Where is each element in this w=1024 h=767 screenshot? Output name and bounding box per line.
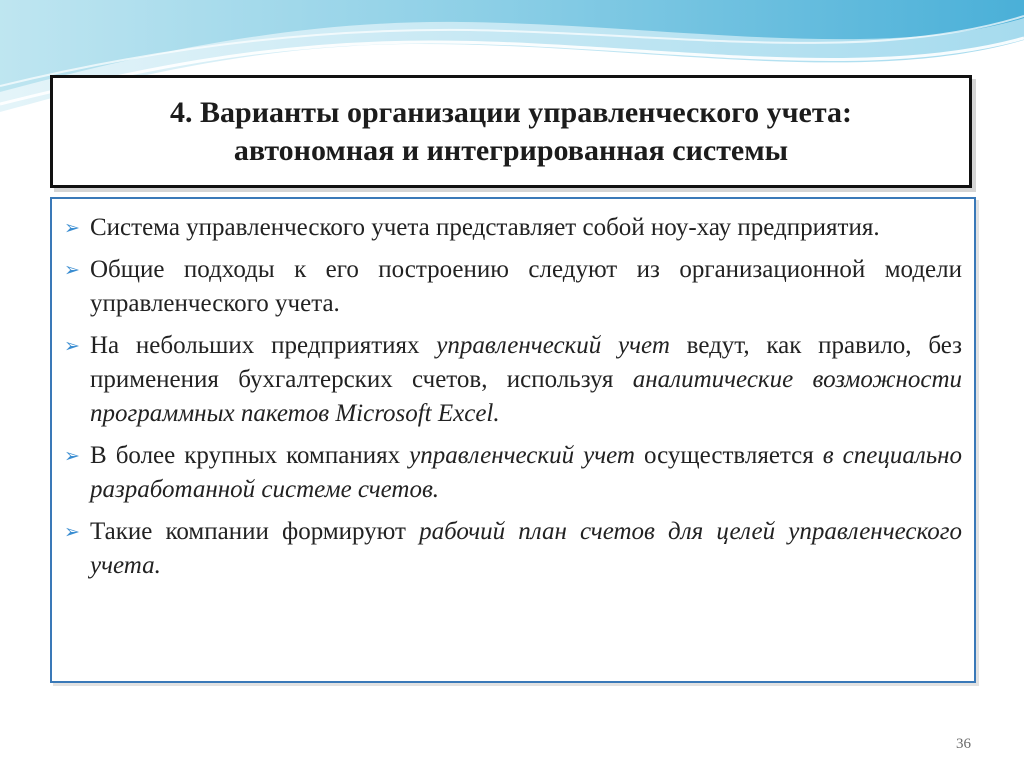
bullet-item <box>64 329 962 431</box>
arrow-bullet-icon: ➢ <box>64 521 80 543</box>
bullet-text: Такие компании формируют рабочий план счетов для целей управленческого учета. <box>90 518 962 579</box>
bullet-text: На небольших предприятиях управленческий учет ведут, как правило, без применения бухгалтерских счетов, используя аналитические возможности программных пакетов Microsoft Excel. <box>90 332 963 427</box>
slide-title-line-2: автономная и интегрированная системы <box>233 133 789 167</box>
bullet-item <box>64 515 962 583</box>
bullet-item <box>64 253 962 321</box>
bullet-list <box>52 199 974 583</box>
slide-title-line-1: 4. Варианты организации управленческого учета: <box>170 95 852 129</box>
content-box <box>50 197 976 683</box>
bullet-item <box>64 439 962 507</box>
arrow-bullet-icon: ➢ <box>64 335 80 357</box>
slide-title <box>170 94 852 170</box>
title-box <box>50 75 972 188</box>
arrow-bullet-icon: ➢ <box>64 259 80 281</box>
bullet-text: Общие подходы к его построению следуют из организационной модели управленческого учета. <box>90 256 962 317</box>
arrow-bullet-icon: ➢ <box>64 217 80 239</box>
bullet-item <box>64 211 962 245</box>
bullet-text: Система управленческого учета представляет собой ноу-хау предприятия. <box>90 214 880 241</box>
arrow-bullet-icon: ➢ <box>64 445 80 467</box>
bullet-text: В более крупных компаниях управленческий учет осуществляется в специально разработанной системе счетов. <box>90 442 963 503</box>
page-number: 36 <box>956 736 971 752</box>
